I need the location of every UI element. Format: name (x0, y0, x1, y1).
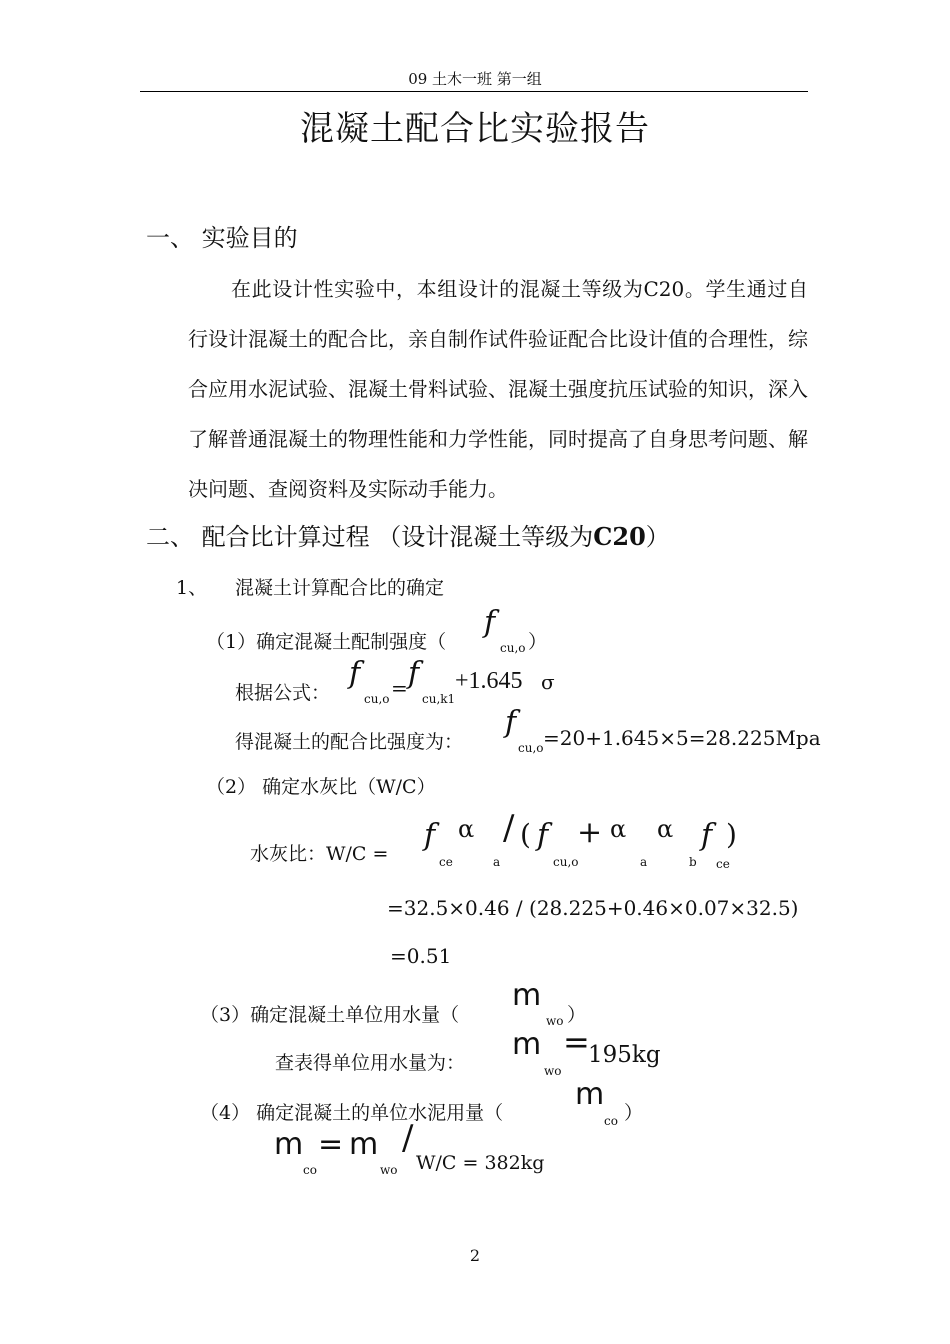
formula-sub2: cu,k1 (422, 692, 456, 706)
section1-paragraph: 在此设计性实验中，本组设计的混凝土等级为C20。学生通过自行设计混凝土的配合比，亲自制作试件验证配合比设计值的合理性，综合应用水泥试验、混凝土骨料试验、混凝土强度抗压试验的知识，深入了解普通混凝土的物理性能和力学性能，同时提高了自身思考问题、解决问题、查阅资料及实际动手能力。 (188, 277, 808, 501)
wc-slash: / (503, 808, 515, 848)
wc-sub-ce: ce (439, 855, 453, 869)
wc-paren-close: ) (726, 818, 737, 851)
step4-m-symbol: m (575, 1077, 605, 1112)
step3-label: （3）确定混凝土单位用水量（ (200, 1004, 460, 1026)
wc-f-cuo: f (537, 818, 549, 853)
wc-f-ce: f (424, 818, 436, 853)
section2-heading-bold: C20 (593, 522, 646, 551)
wc-label: 水灰比：W/C = (250, 843, 389, 865)
cement-rest: W/C = 382kg (416, 1152, 545, 1174)
wc-f-ce2: f (701, 818, 713, 853)
formula-f1: f (349, 656, 361, 691)
section2-heading (146, 517, 670, 552)
step1-f-subscript: cu,o (500, 641, 526, 655)
wc-paren-open: ( (520, 818, 531, 851)
result-subscript: cu,o (518, 741, 544, 755)
step4-subscript: co (604, 1114, 618, 1128)
formula-label: 根据公式： (235, 682, 331, 704)
page-header: 09 土木一班 第一组 (408, 70, 542, 88)
wc-plus: + (577, 815, 603, 850)
cement-sub-wo: wo (380, 1163, 398, 1177)
water-result-label: 查表得单位用水量为： (275, 1052, 466, 1074)
wc-sub-a2: a (640, 855, 648, 869)
page-number: 2 (469, 1246, 481, 1265)
section2-heading-suffix: ） (645, 523, 670, 551)
step4-close: ） (624, 1102, 644, 1124)
step1-close: ） (528, 631, 548, 653)
water-value: 195kg (588, 1042, 661, 1068)
formula-rest: +1.645 (455, 668, 523, 694)
header-rule (140, 91, 808, 92)
section1-heading: 一、 实验目的 (146, 224, 298, 252)
result-label: 得混凝土的配合比强度为： (235, 731, 464, 753)
wc-calculation: =32.5×0.46 / (28.225+0.46×0.07×32.5) (387, 896, 799, 920)
wc-result: =0.51 (390, 944, 452, 968)
water-m-symbol: m (512, 1027, 542, 1062)
step1-label: （1）确定混凝土配制强度（ (206, 631, 447, 653)
section2-heading-prefix: 二、 配合比计算过程 （设计混凝土等级为 (146, 523, 594, 551)
water-subscript: wo (544, 1064, 562, 1078)
cement-slash: / (402, 1118, 414, 1158)
wc-sub-ce2: ce (716, 857, 730, 871)
formula-equals: = (391, 676, 408, 700)
step3-close: ） (567, 1004, 587, 1026)
cement-equals: = (318, 1127, 344, 1162)
wc-sub-cuo: cu,o (553, 855, 579, 869)
step1-f-symbol: f (484, 605, 496, 640)
wc-alpha-a2: α (610, 815, 627, 843)
page-title: 混凝土配合比实验报告 (300, 109, 650, 149)
step2-label: （2） 确定水灰比（W/C） (206, 776, 436, 798)
item1-number: 1、 (176, 577, 208, 599)
result-f-symbol: f (505, 705, 517, 740)
item1-text: 混凝土计算配合比的确定 (235, 577, 445, 599)
wc-sub-b: b (689, 855, 697, 869)
cement-sub-co: co (303, 1163, 317, 1177)
step3-subscript: wo (546, 1014, 564, 1028)
step3-m-symbol: m (512, 978, 542, 1013)
wc-sub-a: a (493, 855, 501, 869)
water-equals: = (563, 1023, 590, 1061)
wc-alpha-a: α (458, 815, 475, 843)
sigma-symbol: σ (541, 670, 555, 694)
cement-m-wo: m (349, 1127, 379, 1162)
formula-sub1: cu,o (364, 692, 390, 706)
formula-f2: f (408, 656, 420, 691)
cement-m-co: m (274, 1127, 304, 1162)
wc-alpha-b: α (657, 815, 674, 843)
step4-label: （4） 确定混凝土的单位水泥用量（ (200, 1102, 504, 1124)
result-value: =20+1.645×5=28.225Mpa (543, 726, 821, 750)
